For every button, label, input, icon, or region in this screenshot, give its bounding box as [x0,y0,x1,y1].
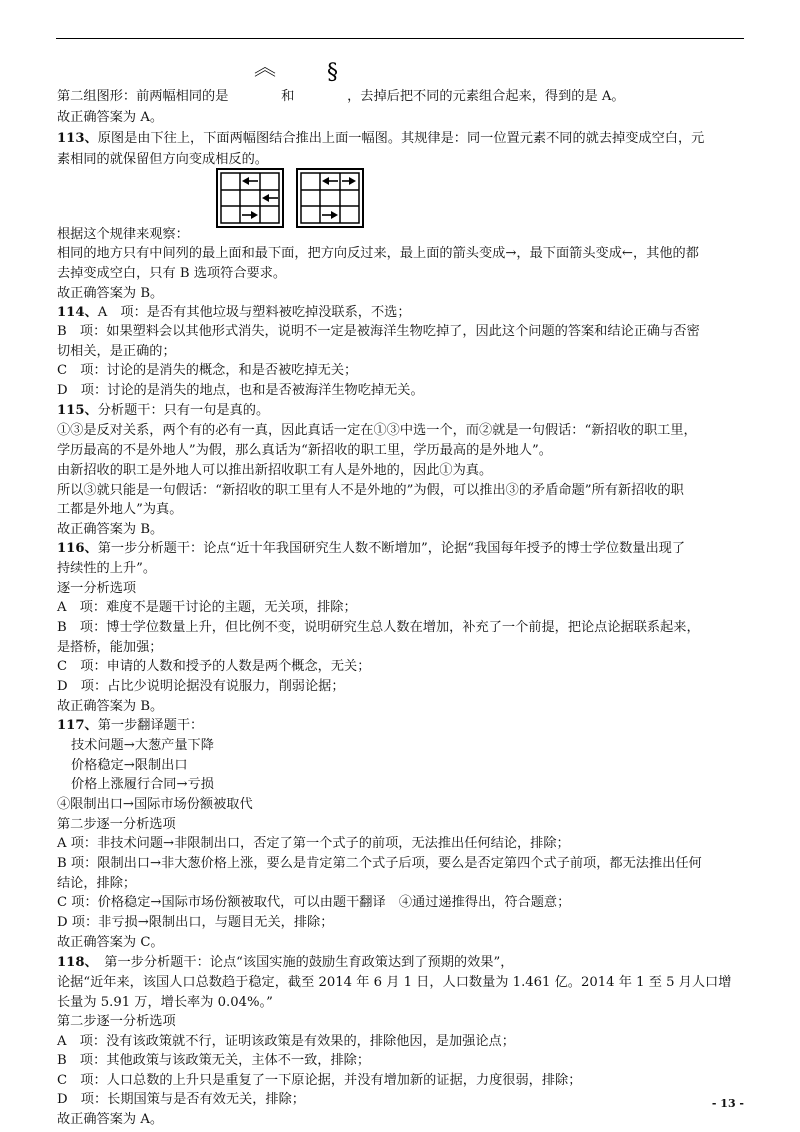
text-line: A 项：难度不是题干讨论的主题，无关项，排除； [57,600,357,615]
text-line: B 项：其他政策与该政策无关，主体不一致，排除； [57,1053,371,1068]
text-line: ①③是反对关系，两个有的必有一真，因此真话一定在①③中选一个，而②就是一句假话：“新招收的职工里， [57,423,697,438]
text-line: C 项：申请的人数和授予的人数是两个概念，无关； [57,659,371,674]
text-line: 结论，排除； [57,876,137,891]
text-line: 故正确答案为 A。 [57,110,164,125]
text-line: 由新招收的职工是外地人可以推出新招收职工有人是外地的，因此①为真。 [57,463,493,478]
text-line: 是搭桥，能加强； [57,640,163,655]
text-line: C 项：讨论的是消失的概念，和是否被吃掉无关； [57,363,358,378]
text-line: D 项：非亏损→限制出口，与题目无关，排除； [57,915,334,930]
shape-symbol-double-chevron: ︽ [254,56,277,81]
text-line: 素相同的就保留但方向变成相反的。 [57,152,268,167]
text-line: B 项：博士学位数量上升，但比例不变，说明研究生总人数在增加，补充了一个前提，把论点论据联系起来， [57,620,700,635]
header-rule [56,38,744,39]
text-line: 相同的地方只有中间列的最上面和最下面，把方向反过来，最上面的箭头变成→，最下面箭头变成←，其他的都 [57,246,699,261]
text-line: C 项：人口总数的上升只是重复了一下原论据，并没有增加新的证据，力度很弱，排除； [57,1073,582,1088]
text-line: B 项：如果塑料会以其他形式消失，说明不一定是被海洋生物吃掉了，因此这个问题的答案和结论正确与否密 [57,324,700,339]
question-number: 118、 [57,955,92,970]
text-line: 去掉变成空白，只有 B 选项符合要求。 [57,266,287,281]
text-line: 第二组图形：前两幅相同的是 和 ，去掉后把不同的元素组合起来，得到的是 A。 [57,89,625,104]
text-line: 逐一分析选项 [57,581,137,596]
text-line: 学历最高的不是外地人”为假，那么真话为“新招收的职工里，学历最高的是外地人”。 [57,443,552,458]
text-line: D 项：占比少说明论据没有说服力，削弱论据； [57,679,345,694]
text-line: 第二步逐一分析选项 [57,817,176,832]
text-line: 114、A 项：是否有其他垃圾与塑料被吃掉没联系，不选； [57,305,411,320]
text-line: 价格稳定→限制出口 [71,758,188,773]
text-line: A 项：没有该政策就不行，证明该政策是有效果的，排除他因，是加强论点； [57,1034,515,1049]
question-number: 115、 [57,403,98,418]
arrow-grid-right [296,168,364,228]
question-number: 113、 [57,131,98,146]
text-line: 第二步逐一分析选项 [57,1014,176,1029]
text-line: 切相关，是正确的； [57,344,176,359]
text-line: 116、第一步分析题干：论点“近十年我国研究生人数不断增加”，论据“我国每年授予的博士学位数量出现了 [57,541,686,556]
question-number: 117、 [57,718,98,733]
text-line: 持续性的上升”。 [57,561,157,576]
question-number: 114、 [57,305,98,320]
text-line: 故正确答案为 B。 [57,286,164,301]
text-line: 113、原图是由下往上，下面两幅图结合推出上面一幅图。其规律是：同一位置元素不同的就去掉变成空白，元 [57,131,705,146]
shape-symbol-section: § [327,60,338,85]
text-line: A 项：非技术问题→非限制出口，否定了第一个式子的前项，无法推出任何结论，排除； [57,836,570,851]
text-line: 根据这个规律来观察： [57,227,189,242]
text-line: 长量为 5.91 万，增长率为 0.04%。” [57,995,273,1010]
text-line: D 项：长期国策与是否有效无关，排除； [57,1092,305,1107]
text-line: 论据“近年来，该国人口总数趋于稳定，截至 2014 年 6 月 1 日，人口数量为 1.461 亿。2014 年 1 至 5 月人口增 [57,975,732,990]
text-line: 故正确答案为 A。 [57,1112,164,1127]
text-line: 117、第一步翻译题干： [57,718,204,733]
text-line: 故正确答案为 B。 [57,522,164,537]
text-line: 故正确答案为 C。 [57,935,164,950]
text-line: 价格上涨履行合同→亏损 [71,777,214,792]
text-line: 118、 第一步分析题干：论点“该国实施的鼓励生育政策达到了预期的效果”， [57,955,514,970]
text-line: 115、分析题干：只有一句是真的。 [57,403,270,418]
page-number: - 13 - [711,1097,744,1110]
text-line: C 项：价格稳定→国际市场份额被取代，可以由题干翻译 ④通过递推得出，符合题意； [57,895,571,910]
question-number: 116、 [57,541,98,556]
text-line: 工都是外地人”为真。 [57,502,183,517]
text-line: 所以③就只能是一句假话：“新招收的职工里有人不是外地的”为假，可以推出③的矛盾命题”所有新招收的职 [57,483,684,498]
text-line: ④限制出口→国际市场份额被取代 [57,797,253,812]
text-line: 故正确答案为 B。 [57,699,164,714]
text-line: B 项：限制出口→非大葱价格上涨，要么是肯定第二个式子后项，要么是否定第四个式子前项，都无法推出任何 [57,856,702,871]
text-line: D 项：讨论的是消失的地点，也和是否被海洋生物吃掉无关。 [57,383,424,398]
arrow-grid-left [216,168,284,228]
text-line: 技术问题→大葱产量下降 [71,738,214,753]
